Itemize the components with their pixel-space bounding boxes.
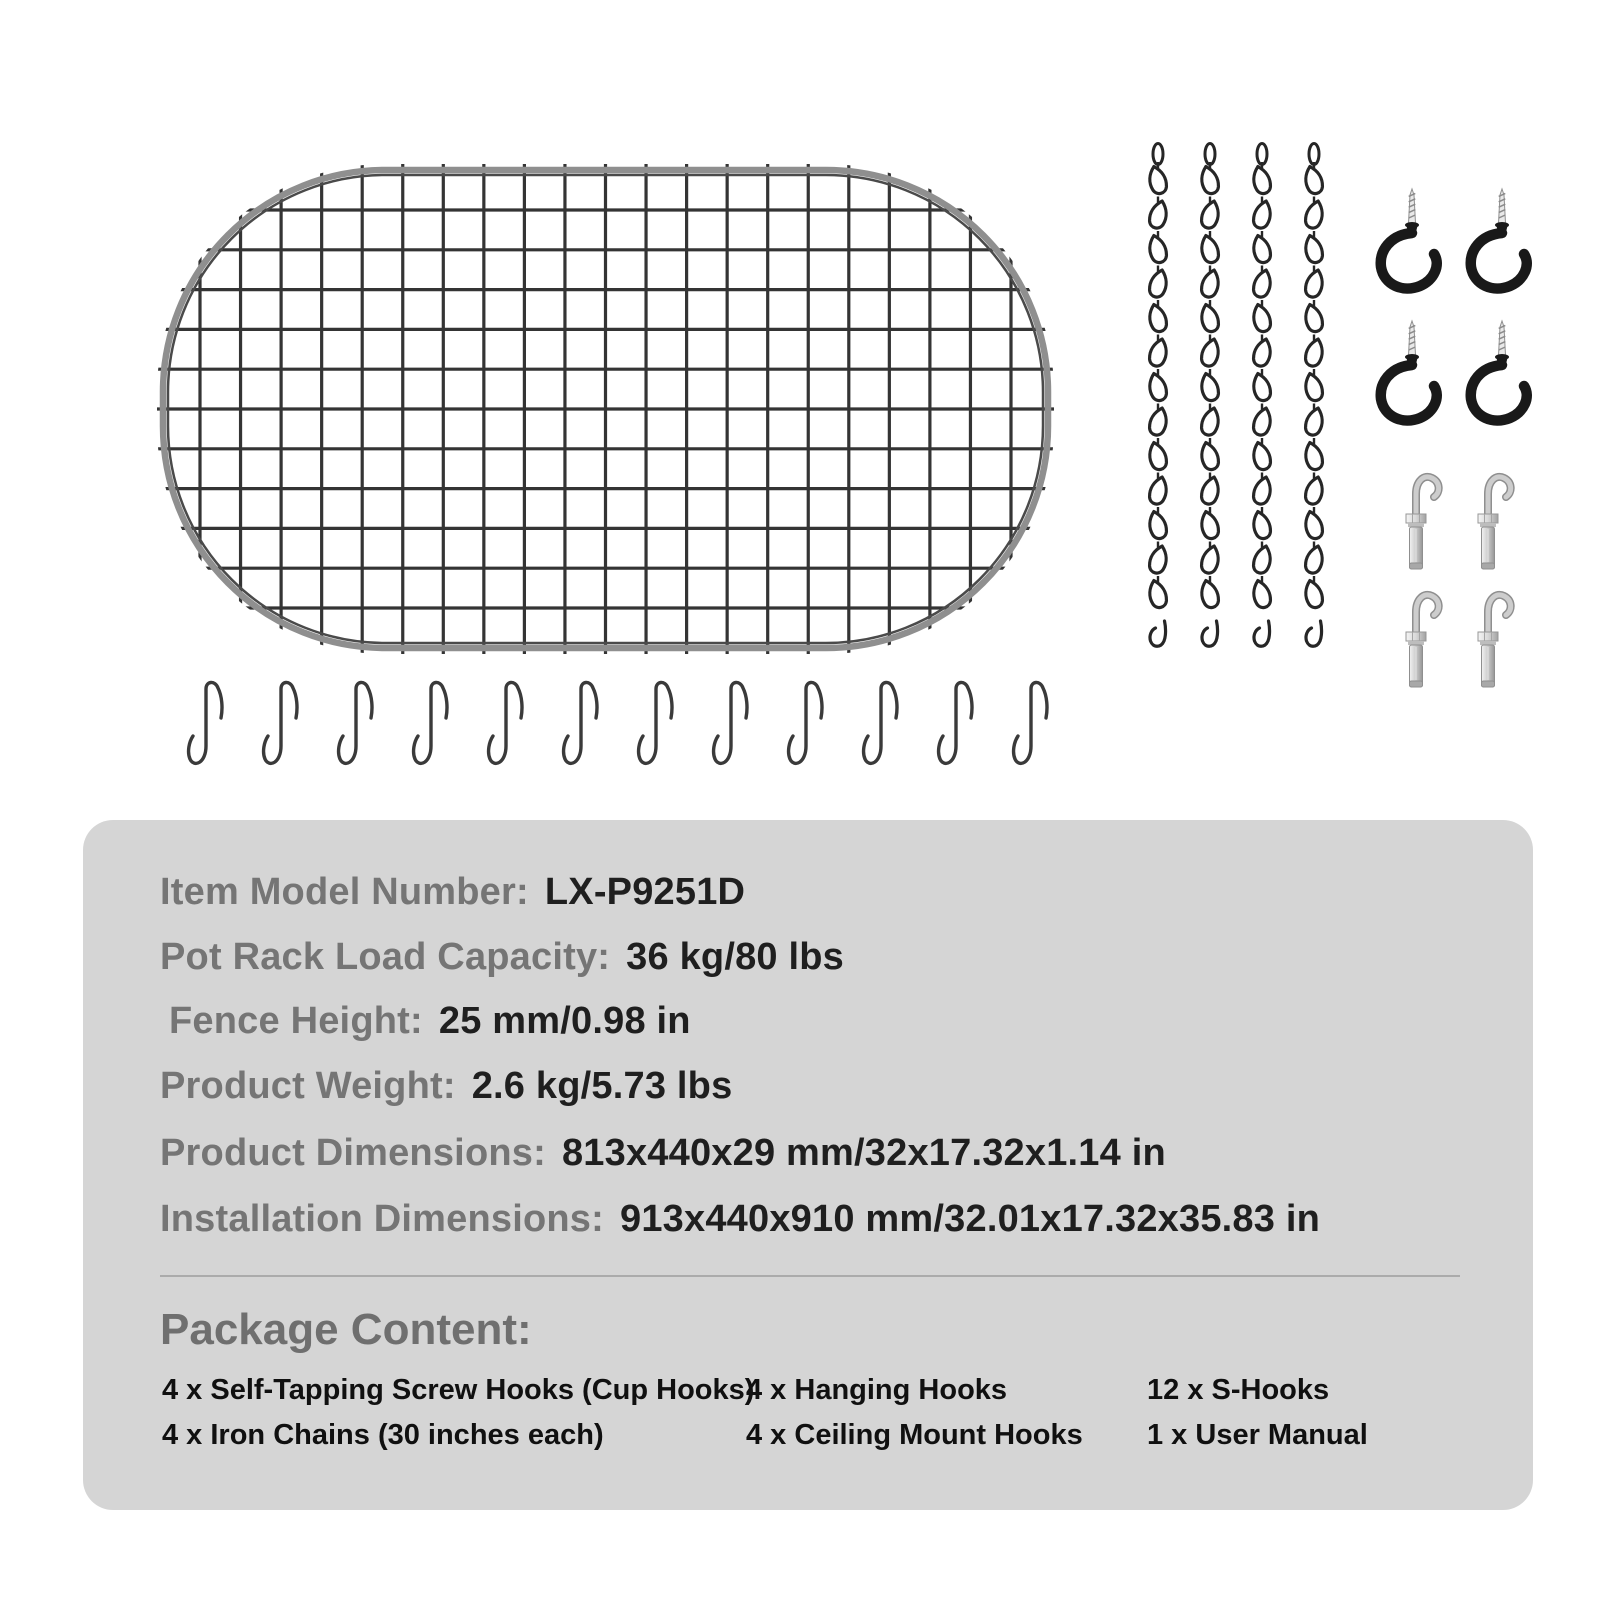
iron-chain [1146,144,1170,647]
s-hook [489,682,522,763]
spec-label: Item Model Number: [160,871,529,913]
package-item-iron-chains: 4 x Iron Chains (30 inches each) [162,1419,604,1451]
s-hook [189,682,222,763]
spec-label: Installation Dimensions: [160,1198,604,1240]
ceiling-mount-hook [1478,595,1511,687]
s-hook [864,682,897,763]
spec-value: 25 mm/0.98 in [438,1000,691,1042]
ceiling-mount-hooks [1390,440,1570,700]
ceiling-mount-hook [1478,477,1511,569]
spec-row-dimensions [160,1132,1166,1175]
iron-chain [1250,144,1274,647]
spec-value: 36 kg/80 lbs [626,936,845,978]
s-hook [564,682,597,763]
package-item-ceiling-hooks: 4 x Ceiling Mount Hooks [746,1419,1083,1451]
s-hook [639,682,672,763]
iron-chain [1302,144,1326,647]
iron-chains [1100,130,1350,670]
package-item-user-manual: 1 x User Manual [1147,1419,1368,1451]
s-hook [714,682,747,763]
cup-hook [1381,321,1437,421]
spec-row-capacity [160,936,844,979]
s-hooks-row [150,650,1090,800]
s-hook [789,682,822,763]
spec-label: Fence Height: [169,1000,423,1042]
cup-hook [1471,189,1527,289]
spec-row-weight [160,1065,732,1108]
spec-value: 913x440x910 mm/32.01x17.32x35.83 in [619,1198,1321,1240]
spec-label: Pot Rack Load Capacity: [160,936,611,978]
spec-row-install-dimensions [160,1198,1320,1241]
spec-row-model [160,871,745,914]
package-item-s-hooks: 12 x S-Hooks [1147,1374,1330,1406]
spec-row-fence-height [169,1000,691,1043]
ceiling-mount-hook [1406,595,1439,687]
oval-grid-rack [140,150,1070,680]
cup-hooks [1350,180,1560,440]
package-item-cup-hooks: 4 x Self-Tapping Screw Hooks (Cup Hooks) [162,1374,755,1406]
cup-hook [1471,321,1527,421]
package-content-title: Package Content: [160,1305,532,1354]
s-hook [1014,682,1047,763]
divider [160,1275,1460,1277]
s-hook [414,682,447,763]
spec-value: 813x440x29 mm/32x17.32x1.14 in [561,1132,1166,1174]
s-hook [264,682,297,763]
iron-chain [1198,144,1222,647]
spec-label: Product Weight: [160,1065,456,1107]
spec-label: Product Dimensions: [160,1132,546,1174]
spec-panel [83,820,1533,1510]
spec-value: 2.6 kg/5.73 lbs [471,1065,733,1107]
ceiling-mount-hook [1406,477,1439,569]
s-hook [939,682,972,763]
package-item-hanging-hooks: 4 x Hanging Hooks [746,1374,1008,1406]
s-hook [339,682,372,763]
spec-value: LX-P9251D [544,871,746,913]
cup-hook [1381,189,1437,289]
